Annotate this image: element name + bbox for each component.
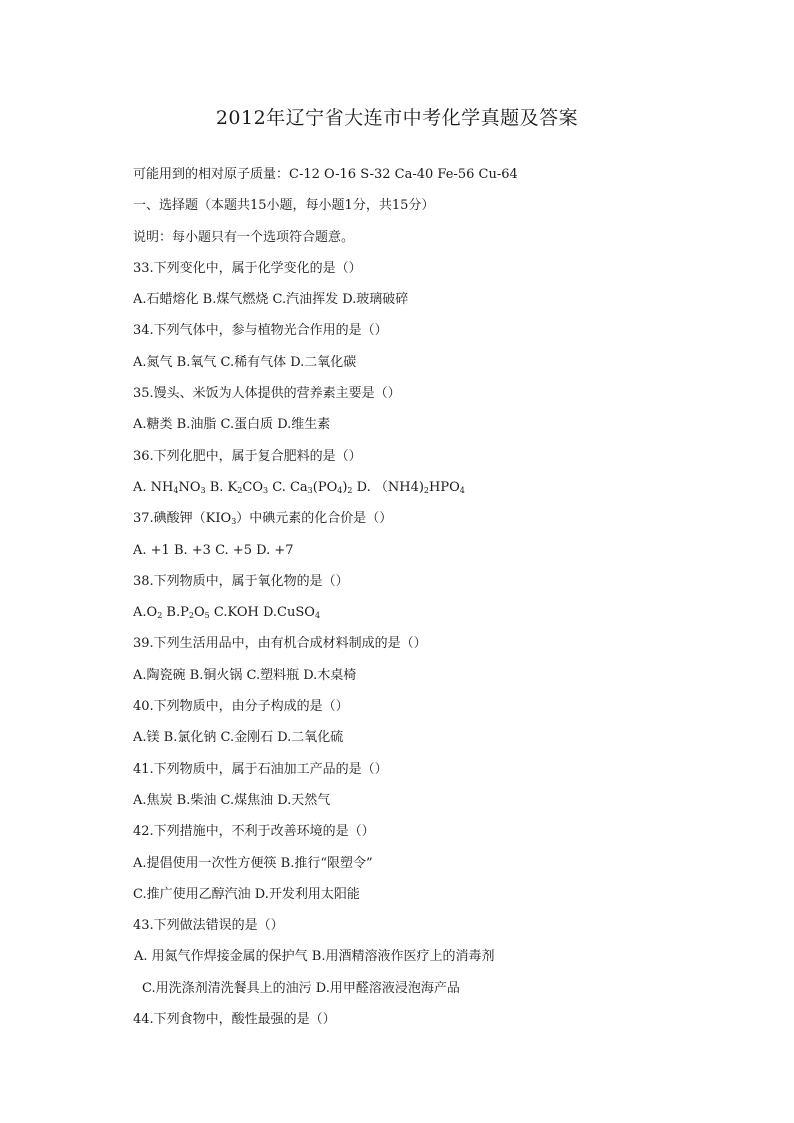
text-segment: A.镁 B.氯化钠 C.金刚石 D.二氧化硫	[133, 730, 344, 746]
text-line	[133, 1007, 763, 1038]
text-segment: C.推广使用乙醇汽油 D.开发利用太阳能	[133, 886, 360, 902]
text-segment: A.陶瓷碗 B.铜火锅 C.塑料瓶 D.木桌椅	[133, 667, 357, 683]
subscript: 4	[173, 485, 179, 495]
subscript: 3	[307, 485, 313, 495]
text-line	[133, 851, 763, 882]
text-line	[133, 256, 763, 287]
text-line	[133, 600, 763, 631]
text-line	[133, 819, 763, 850]
subscript: 4	[337, 485, 343, 495]
subscript: 2	[157, 611, 163, 621]
text-line	[133, 506, 763, 537]
text-line	[133, 538, 763, 569]
text-segment: 37.碘酸钾（KIO	[133, 511, 232, 527]
text-segment: 40.下列物质中，由分子构成的是（）	[133, 699, 349, 715]
subscript: 5	[204, 611, 210, 621]
text-line	[133, 569, 763, 600]
text-segment: A. NH	[133, 479, 174, 495]
text-line	[133, 757, 763, 788]
text-segment: B. K	[205, 479, 238, 495]
text-segment: A.石蜡熔化 B.煤气燃烧 C.汽油挥发 D.玻璃破碎	[133, 292, 409, 308]
subscript: 3	[262, 485, 269, 495]
text-segment: )	[342, 479, 348, 495]
text-segment: O	[193, 605, 205, 621]
text-line	[133, 976, 763, 1007]
text-line	[133, 381, 763, 412]
text-line	[133, 694, 763, 725]
text-line	[133, 725, 763, 756]
subscript: 2	[237, 485, 243, 495]
text-line	[133, 162, 763, 193]
text-line	[133, 475, 763, 506]
text-segment: A.焦炭 B.柴油 C.煤焦油 D.天然气	[133, 792, 331, 808]
text-segment: 一、选择题（本题共15小题，每小题1分，共15分）	[133, 198, 435, 214]
text-segment: 38.下列物质中，属于氧化物的是（）	[133, 573, 349, 589]
text-segment: CO	[242, 479, 263, 495]
text-line	[133, 913, 763, 944]
text-segment: 44.下列食物中，酸性最强的是（）	[133, 1012, 336, 1028]
text-segment: 可能用到的相对原子质量：C-12 O-16 S-32 Ca-40 Fe-56 Cu-64	[133, 167, 518, 182]
text-segment: 35.馒头、米饭为人体提供的营养素主要是（）	[133, 386, 401, 402]
text-line	[133, 318, 763, 349]
text-segment: A.氮气 B.氧气 C.稀有气体 D.二氧化碳	[133, 354, 357, 370]
subscript: 4	[459, 485, 465, 495]
text-segment: A.O	[133, 605, 158, 621]
text-segment: C.KOH D.CuSO	[209, 605, 315, 621]
text-line	[133, 663, 763, 694]
text-line	[133, 225, 763, 256]
text-line	[133, 631, 763, 662]
text-segment: ）中碘元素的化合价是（）	[236, 511, 393, 527]
text-segment: 43.下列做法错误的是（）	[133, 918, 284, 934]
subscript: 2	[347, 485, 353, 495]
text-segment: 33.下列变化中，属于化学变化的是（）	[133, 260, 362, 276]
text-segment: A.提倡使用一次性方便筷 B.推行“限塑令”	[133, 855, 373, 871]
text-segment: 42.下列措施中，不利于改善环境的是（）	[133, 824, 375, 840]
text-segment: C. Ca	[268, 479, 308, 495]
text-segment: 36.下列化肥中，属于复合肥料的是（）	[133, 448, 362, 464]
text-segment: A. +1 B. +3 C. +5 D. +7	[133, 542, 294, 558]
text-segment: 39.下列生活用品中，由有机合成材料制成的是（）	[133, 636, 427, 652]
text-segment: NO	[178, 479, 201, 495]
subscript: 3	[231, 517, 237, 527]
text-line	[133, 350, 763, 381]
text-segment: HPO	[429, 479, 460, 495]
text-segment: (PO	[312, 479, 338, 495]
subscript: 2	[423, 485, 430, 495]
subscript: 4	[314, 611, 321, 621]
subscript: 2	[188, 611, 194, 621]
text-segment: A. 用氮气作焊接金属的保护气 B.用酒精溶液作医疗上的消毒剂	[134, 949, 495, 965]
text-line	[133, 882, 763, 913]
text-segment: 说明：每小题只有一个选项符合题意。	[133, 229, 355, 245]
text-line	[133, 193, 763, 224]
text-line	[133, 944, 763, 975]
text-segment: A.糖类 B.油脂 C.蛋白质 D.维生素	[133, 417, 331, 433]
text-segment: C.用洗涤剂清洗餐具上的油污 D.用甲醛溶液浸泡海产品	[142, 980, 460, 996]
text-segment: 41.下列物质中，属于石油加工产品的是（）	[133, 761, 388, 777]
text-line	[133, 788, 763, 819]
text-segment: 34.下列气体中，参与植物光合作用的是（）	[133, 323, 388, 339]
document-body	[133, 162, 763, 1038]
subscript: 3	[200, 485, 206, 495]
text-segment: B.P	[162, 605, 189, 621]
text-line	[133, 444, 763, 475]
text-line	[133, 412, 763, 443]
text-line	[133, 287, 763, 318]
document-title: 2012年辽宁省大连市中考化学真题及答案	[215, 107, 579, 129]
text-segment: D. （NH4)	[352, 479, 424, 495]
